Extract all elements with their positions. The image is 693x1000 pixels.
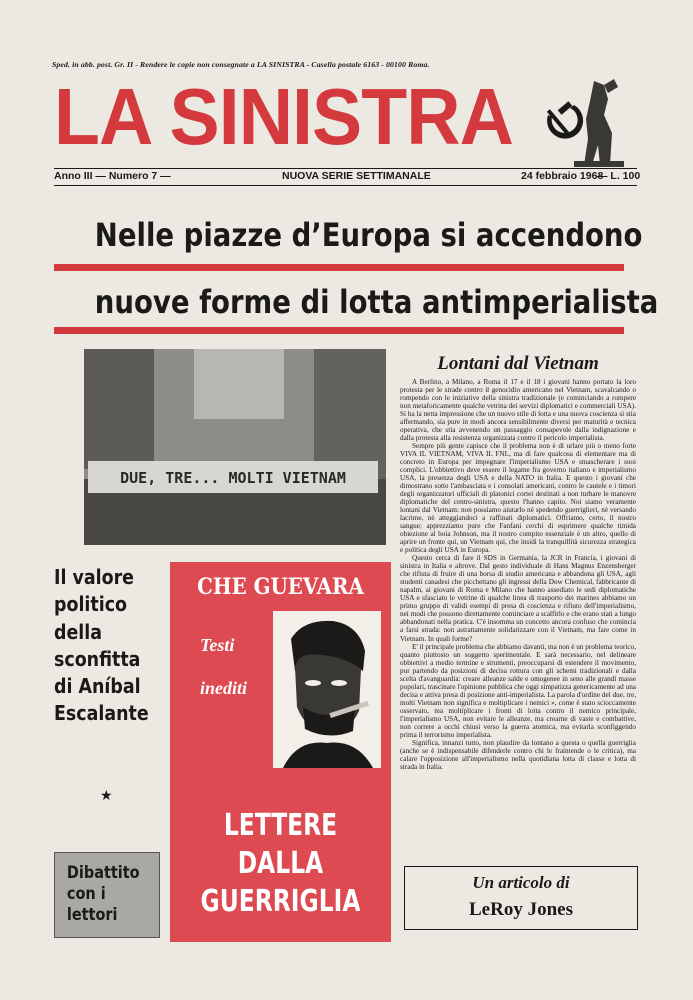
issue-info-bar — [54, 170, 641, 184]
dibattito-line: Dibattito — [66, 863, 140, 883]
lettere-line: GUERRIGLIA — [200, 884, 361, 919]
lettere-dalla-guerriglia — [194, 807, 366, 921]
article-paragraph: Questo cerca di fare il SDS in Germania, la JCR in Francia, i giovani di sinistra in Italia e altrove. Dal gesto individuale di Hans Magnus Enzensberger che rifiuta di fruire di una borsa di studio americana e abbandona gli USA, agli studenti canadesi che picchettano gli ingressi della Dow Chemical, fabbricante di napalm, ai giovani di Roma e Milano che hanno assediato le sedi diplomatiche USA e sfasciato le vetrine di qualche linea di trasporto dei marines abbiamo un primo gruppo di validi esempi di presa di coscienza e rifiuto dell'imperialismo, nei modi che possono direttamente cominciare a scalfirlo e che erano stati a lungo abbandonati nella pratica. C'è insomma un concetto ancora confuso che comincia a farsi strada: non astrattamente solidarizzare con il Vietnam, ma fare come in Vietnam. In quali forme? — [400, 554, 636, 643]
issue-date: 24 febbraio 1968 — [521, 170, 604, 182]
top-rule — [54, 168, 637, 169]
article-paragraph: A Berlino, a Milano, a Roma il 17 e il 18 i giovani hanno portato la loro protesta per le strade contro il genocidio americano nel Vietnam, scavalcando o rompendo con le iniziative della sinistra tradizionale (e cominciando a rompere non metaforicamente qualche vetrina dei servizi diplomatici e commerciali USA). Si ha la netta impressione che un nuovo stile di lotta e una nuova coscienza si stia affermando, sia pure in modi ancora sensibilmente diversi per maturità e tecnica operativa, che stia avvenendo un passaggio consapevole dalla indignazione e dalla protesta alla resistenza organizzata contro il pericolo imperialista. — [400, 378, 636, 443]
demonstration-photo — [84, 349, 386, 545]
masthead-title: LA SINISTRA — [54, 72, 513, 161]
article-paragraph: Sempre più gente capisce che il problema non è di urlare più o meno forte VIVA IL VIETNAM, VIVA IL FNL, ma di fare qualcosa di elementare ma di concreto in Europa per impegnare l'imperialismo USA e smascherare i suoi complici. L'obbiettivo deve essere il legame fra governo italiano e imperialismo USA, la presenza degli USA e della NATO in Italia. E questo i giovani che dimostrano sotto l'ambasciata e i consolati americani, contro le cautele e i timori degli organizzatori ufficiali di platonici cortei destinati a non turbare le manovre diplomatiche del centro-sinistra, questo l'hanno capito. Noi siamo veramente lontani dal Vietnam: non possiamo aiutarlo nè spedendo guerriglieri, nè versando lacrime, nè atteggiandoci a raffinati diplomatici. Offriamo, certo, il nostro sangue; apprezziamo pure che Fanfani cerchi di esprimere qualche timida obiezione al boia Johnson, ma il nostro compito essenziale è un altro, quello di aprire un fronte qui, un Vietnam qui, che insidi la tranquillità sicurezza strategica e politica degli USA in Europa. — [400, 442, 636, 555]
escalante-headline-line: della — [54, 619, 102, 644]
testi-label: Testi — [200, 635, 235, 655]
testi-inediti-label — [200, 632, 247, 702]
headline-line-2: nuove forme di lotta antimperialista — [94, 283, 659, 321]
che-guevara-box — [170, 562, 391, 942]
article-title: Lontani dal Vietnam — [437, 353, 599, 374]
article-paragraph: E' il principale problema che abbiamo davanti, ma non è un problema teorico, quanto piuttosto un soggetto sperimentale. E sarà necessario, nel delineare obbiettivi a medio termine e strumenti, preoccuparsi di estendere il movimento, pur partendo da posizioni di decisa rottura con gli schemi tradizionali e dalla scelta d'avanguardia: creare alleanze salde e omogenee in seno alle grandi masse popolari, trascinare l'opinione pubblica che oggi simpatizza genericamente ad una decisa e attiva presa di posizione anti-imperialista. La parola d'ordine del due, tre, molti Vietnam non significa e moltiplicare i nemici », come è stato scioccamente osservato, ma moltiplicare i fronti di lotta contro il nemico principale, l'imperialismo USA, non evitare le alleanze, ma crearne di vaste e combattive, non correre a occhi chiusi verso la guerra atomica, ma evitarla sconfiggendo prima il terrorismo imperialista. — [400, 642, 636, 739]
escalante-headline — [54, 564, 149, 728]
che-guevara-title: CHE GUEVARA — [197, 574, 364, 600]
demonstration-photo-drawing — [84, 349, 386, 545]
leroy-intro: Un articolo di — [472, 873, 570, 892]
inediti-label: inediti — [200, 678, 248, 698]
series-label: NUOVA SERIE SETTIMANALE — [282, 170, 431, 182]
star-ornament: ★ — [100, 787, 113, 803]
escalante-headline-line: sconfitta — [54, 646, 141, 671]
postal-notice: Sped. in abb. post. Gr. II - Rendere le copie non consegnate a LA SINISTRA - Casella postale 6163 - 00100 Roma. — [52, 60, 430, 69]
dibattito-line: con i — [66, 884, 106, 904]
dibattito-box — [54, 852, 160, 938]
headline-line-1: Nelle piazze d’Europa si accendono — [94, 216, 643, 254]
leroy-author: LeRoy Jones — [469, 899, 573, 920]
leroy-jones-box — [404, 866, 638, 930]
escalante-headline-line: Escalante — [54, 701, 149, 726]
escalante-headline-line: politico — [54, 592, 127, 617]
che-portrait-drawing — [273, 611, 381, 768]
che-guevara-portrait — [273, 611, 381, 768]
issue-number: Anno III — Numero 7 — — [54, 170, 171, 182]
headline-red-bar — [54, 264, 624, 271]
lettere-line: LETTERE — [223, 808, 338, 843]
headline-red-bar — [54, 327, 624, 334]
dibattito-line: lettori — [66, 905, 118, 925]
article-body — [400, 378, 636, 830]
article-paragraph: Significa, innanzi tutto, non plaudire da lontano a questa o quella guerriglia (anche se è indispensabile difenderle contro chi le fraintende o le critica), ma calare l'opposizione all'imperialismo nella quotidiana lotta di classe e lotta di strada in Italia. — [400, 738, 636, 771]
photo-banner-text: DUE, TRE... MOLTI VIETNAM — [120, 469, 346, 487]
issue-price: — L. 100 — [597, 170, 641, 182]
escalante-headline-line: Il valore — [54, 565, 135, 589]
info-rule — [54, 185, 637, 186]
lettere-line: DALLA — [237, 846, 324, 881]
escalante-headline-line: di Aníbal — [54, 674, 141, 699]
hammer-sickle-statue-icon — [538, 75, 634, 171]
